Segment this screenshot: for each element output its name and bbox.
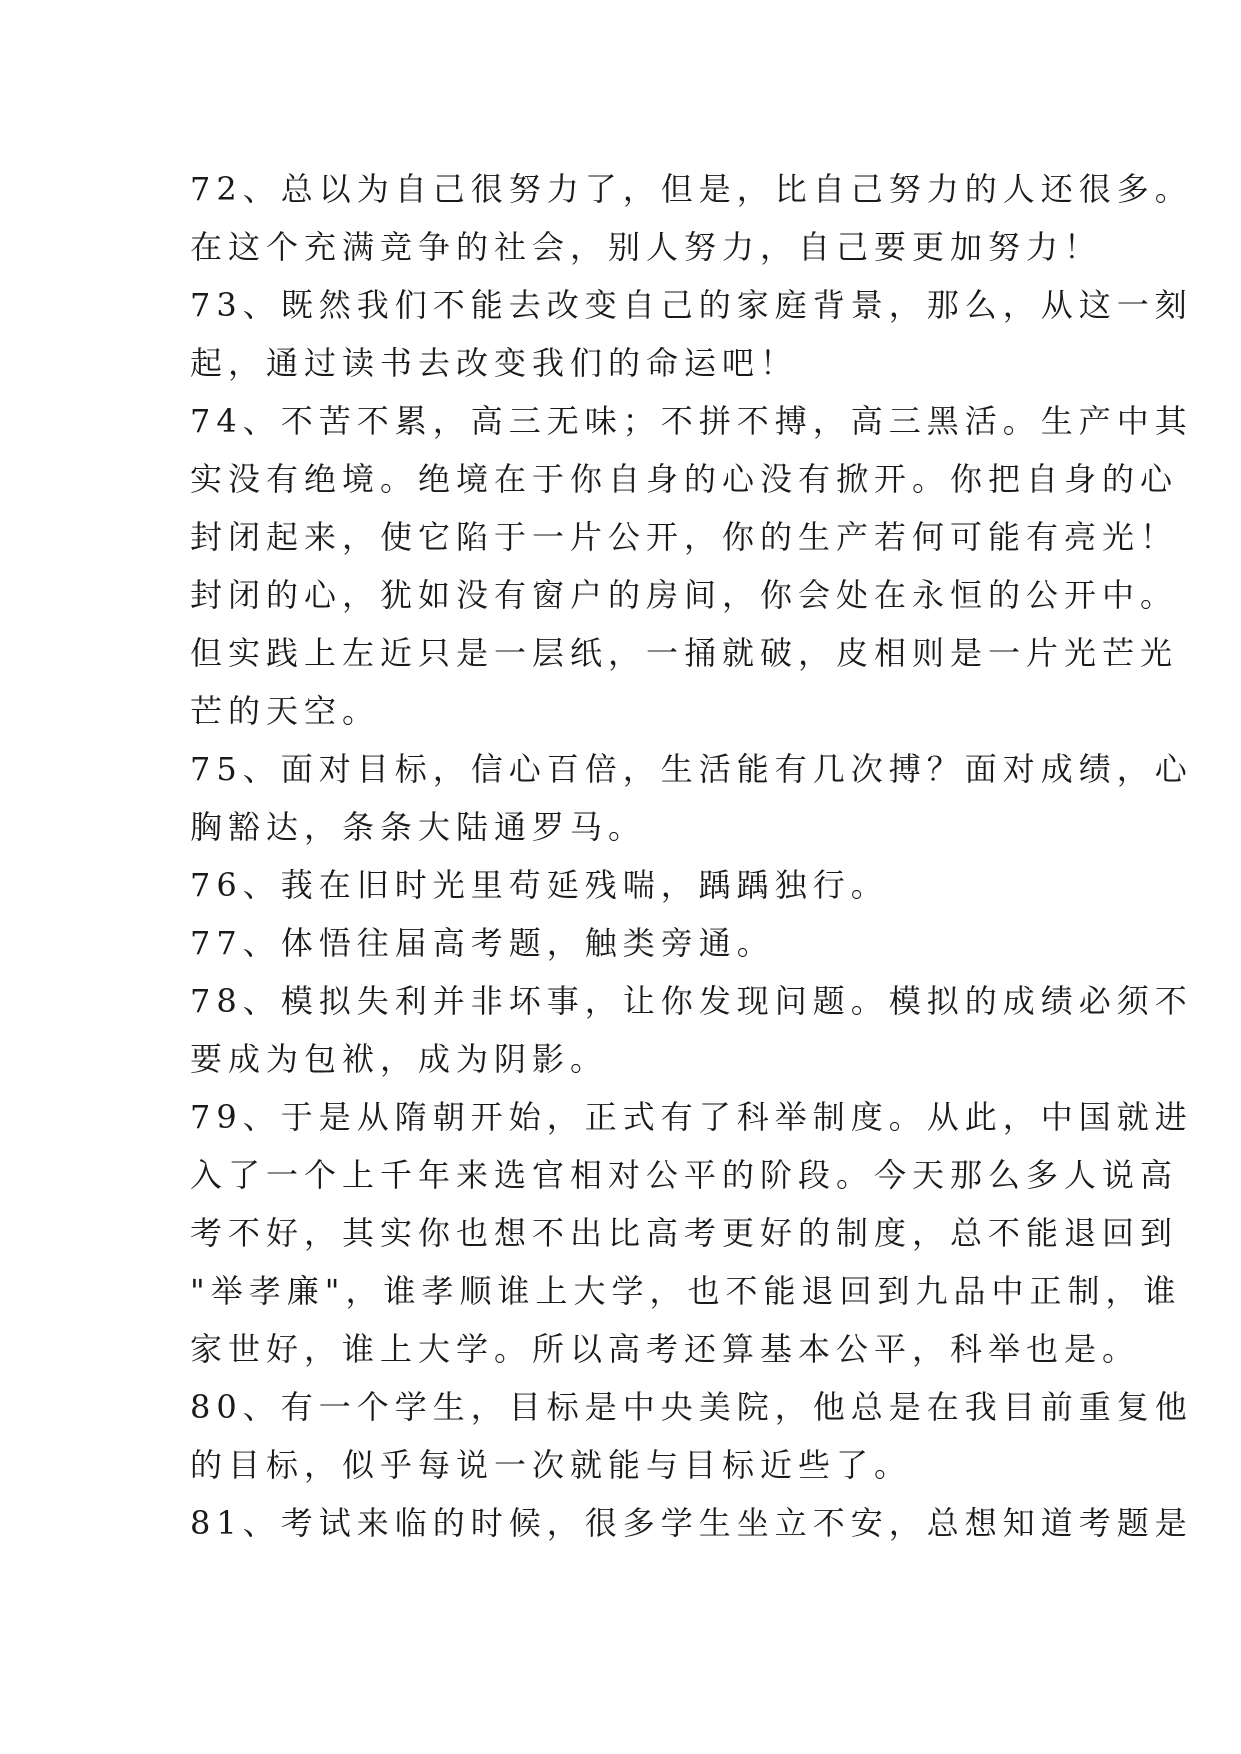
text-line: 73、既然我们不能去改变自己的家庭背景，那么，从这一刻: [190, 286, 1193, 324]
text-line: 入了一个上千年来选官相对公平的阶段。今天那么多人说高: [190, 1156, 1179, 1194]
text-line: 家世好，谁上大学。所以高考还算基本公平，科举也是。: [190, 1330, 1141, 1368]
text-line: "举孝廉"，谁孝顺谁上大学，也不能退回到九品中正制，谁: [190, 1272, 1182, 1310]
body-text: [190, 160, 1193, 1552]
text-line: 胸豁达，条条大陆通罗马。: [190, 808, 647, 846]
text-line: 起，通过读书去改变我们的命运吧！: [190, 344, 799, 382]
text-line: 考不好，其实你也想不出比高考更好的制度，总不能退回到: [190, 1214, 1179, 1252]
text-line: 79、于是从隋朝开始，正式有了科举制度。从此，中国就进: [190, 1098, 1193, 1136]
text-line: 78、模拟失利并非坏事，让你发现问题。模拟的成绩必须不: [190, 982, 1193, 1020]
text-line: 但实践上左近只是一层纸，一捅就破，皮相则是一片光芒光: [190, 634, 1179, 672]
text-line: 77、体悟往届高考题，触类旁通。: [190, 924, 775, 962]
text-line: 封闭起来，使它陷于一片公开，你的生产若何可能有亮光！: [190, 518, 1179, 556]
text-line: 封闭的心，犹如没有窗户的房间，你会处在永恒的公开中。: [190, 576, 1179, 614]
text-line: 80、有一个学生，目标是中央美院，他总是在我目前重复他: [190, 1388, 1193, 1426]
text-line: 实没有绝境。绝境在于你自身的心没有掀开。你把自身的心: [190, 460, 1179, 498]
text-line: 76、莪在旧时光里苟延残喘，踽踽独行。: [190, 866, 889, 904]
text-line: 在这个充满竞争的社会，别人努力，自己要更加努力！: [190, 228, 1103, 266]
text-line: 的目标，似乎每说一次就能与目标近些了。: [190, 1446, 913, 1484]
text-line: 74、不苦不累，高三无味；不拼不搏，高三黑活。生产中其: [190, 402, 1193, 440]
text-line: 要成为包袱，成为阴影。: [190, 1040, 609, 1078]
text-line: 72、总以为自己很努力了，但是，比自己努力的人还很多。: [190, 170, 1193, 208]
text-line: 81、考试来临的时候，很多学生坐立不安，总想知道考题是: [190, 1504, 1193, 1542]
text-line: 75、面对目标，信心百倍，生活能有几次搏？面对成绩，心: [190, 750, 1193, 788]
text-line: 芒的天空。: [190, 692, 381, 730]
